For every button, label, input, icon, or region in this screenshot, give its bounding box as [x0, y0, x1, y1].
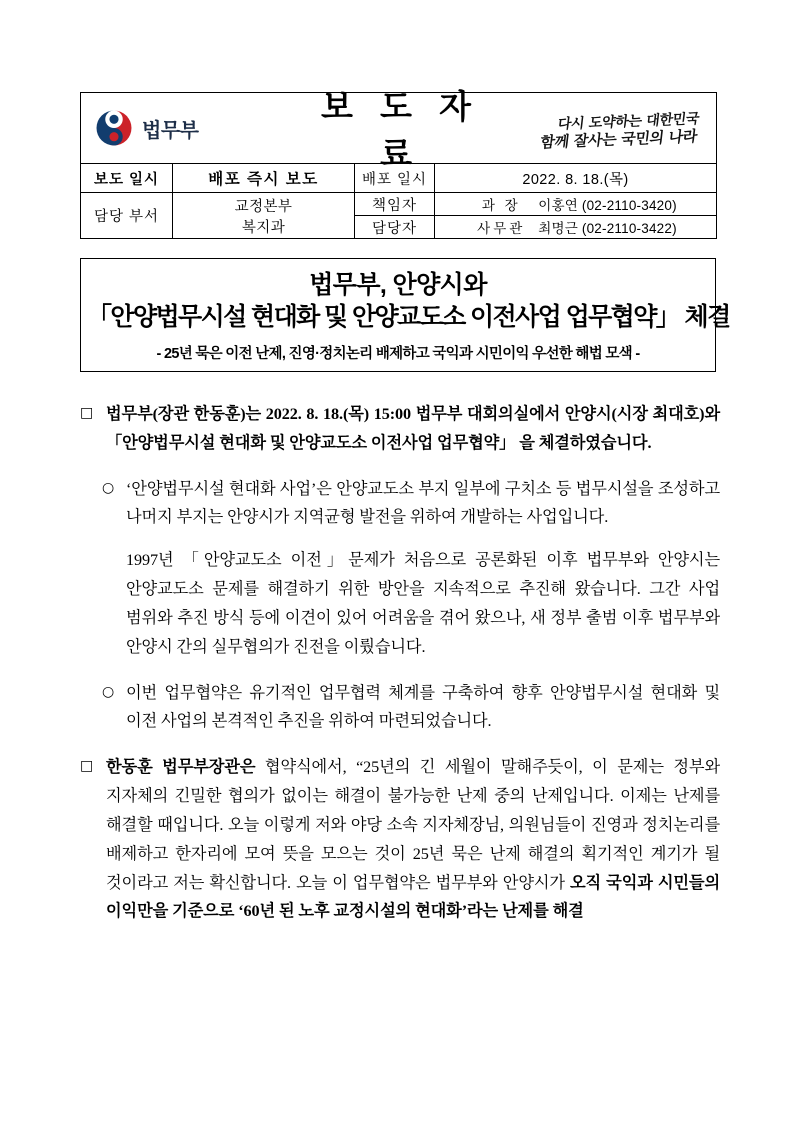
paragraph-quote-text: [106, 753, 720, 926]
brand-name: 법무부: [142, 119, 199, 142]
masthead: [81, 88, 716, 172]
paragraph-sub-1-text: ‘안양법무시설 현대화 사업’은 안양교도소 부지 일부에 구치소 등 법무시설을 조성하고 나머지 부지는 안양시가 지역균형 발전을 위하여 개발하는 사업입니다.: [126, 479, 720, 527]
masthead-cell: [81, 88, 717, 172]
contact-label: 담당자: [355, 216, 435, 239]
body-content: [80, 400, 720, 937]
contact-name: 최명근 (02-2110-3422): [538, 221, 677, 236]
circle-bullet-icon: ○: [102, 479, 115, 496]
distribution-label: 배포 일시: [355, 164, 435, 193]
paragraph-quote: [80, 753, 720, 926]
paragraph-sub-2: [80, 546, 720, 661]
headline-box: [80, 258, 730, 372]
headline-line-2: 「안양법무시설 현대화 및 안양교도소 이전사업 업무협약」 체결: [87, 303, 730, 331]
paragraph-sub-1: [80, 475, 720, 533]
slogan-line-2: 함께 잘사는 국민의 나라: [539, 126, 699, 151]
release-time-value: 배포 즉시 보도: [173, 164, 355, 193]
release-time-label: 보도 일시: [81, 164, 173, 193]
paragraph-sub-3: [80, 679, 720, 737]
masthead-row: [81, 93, 717, 164]
masthead-title: 보 도 자 료: [321, 88, 480, 172]
square-bullet-icon: □: [80, 758, 94, 775]
department-label: 담당 부서: [81, 193, 173, 239]
paragraph-sub-3-text: 이번 업무협약은 유기적인 업무협력 체계를 구축하여 향후 안양법무시설 현대화 및 이전 사업의 본격적인 추진을 위하여 마련되었습니다.: [126, 683, 720, 731]
department-line-2: 복지과: [241, 219, 286, 236]
quote-lead: 협약식에서,: [255, 758, 357, 777]
headline-subtitle: - 25년 묵은 이전 난제, 진영·정치논리 배제하고 국익과 시민이익 우선한 해법 모색 -: [156, 346, 640, 362]
contact-value: [435, 216, 717, 239]
distribution-value: 2022. 8. 18.(목): [435, 164, 717, 193]
contact-role: 사무관: [477, 221, 526, 236]
manager-value: [435, 193, 717, 216]
manager-row: [81, 193, 717, 216]
quote-speaker: 한동훈 법무부장관은: [106, 758, 256, 777]
manager-role: 과 장: [481, 198, 521, 213]
ministry-brand: [95, 109, 275, 147]
paragraph-sub-2-text: 1997년 「안양교도소 이전」문제가 처음으로 공론화된 이후 법무부와 안양시는 안양교도소 문제를 해결하기 위한 방안을 지속적으로 추진해 왔습니다. 그간 사업 범위와 추진 방식 등에 이견이 있어 어려움을 겪어 왔으나, 새 정부 출범 이후 법무부와 안양시 간의 실무협의가 진전을 이뤘습니다.: [126, 551, 720, 656]
government-slogan: [506, 111, 704, 153]
slogan-line-1: 다시 도약하는 대한민국: [556, 110, 701, 133]
square-bullet-icon: □: [80, 405, 94, 421]
circle-bullet-icon: ○: [102, 683, 115, 700]
manager-name: 이홍연 (02-2110-3420): [538, 198, 677, 213]
paragraph-main-1: [80, 400, 720, 458]
department-line-1: 교정본부: [234, 198, 293, 215]
taegeuk-logo-icon: [95, 109, 133, 147]
manager-label: 책임자: [355, 193, 435, 216]
paragraph-main-1-text: 법무부(장관 한동훈)는 2022. 8. 18.(목) 15:00 법무부 대회의실에서 안양시(시장 최대호)와 「안양법무시설 현대화 및 안양교도소 이전사업 업무협약」 을 체결하였습니다.: [106, 405, 720, 452]
quote-body: “25년의 긴 세월이 말해주듯이, 이 문제는 정부와 지자체의 긴밀한 협의가 없이는 해결이 불가능한 난제 중의 난제입니다. 이제는 난제를 해결할 때입니다. 오늘 이렇게 저와 야당 소속 지자체장님, 의원님들이 진영과 정치논리를 배제하고 한자리에 모여 뜻을 모으는 것이 25년 묵은 난제 해결의 획기적인 계기가 될 것이라고 저는 확신합니다. 오늘 이 업무협약은 법무부와 안양시가: [106, 758, 721, 892]
header-info-table: [80, 88, 717, 239]
quote-emphasis: 오직 국익과 시민들의 이익만을 기준으로 ‘60년 된 노후 교정시설의 현대화’라는 난제를 해결: [106, 873, 720, 921]
department-value: [173, 193, 355, 239]
headline-line-1: 법무부, 안양시와: [309, 271, 487, 299]
